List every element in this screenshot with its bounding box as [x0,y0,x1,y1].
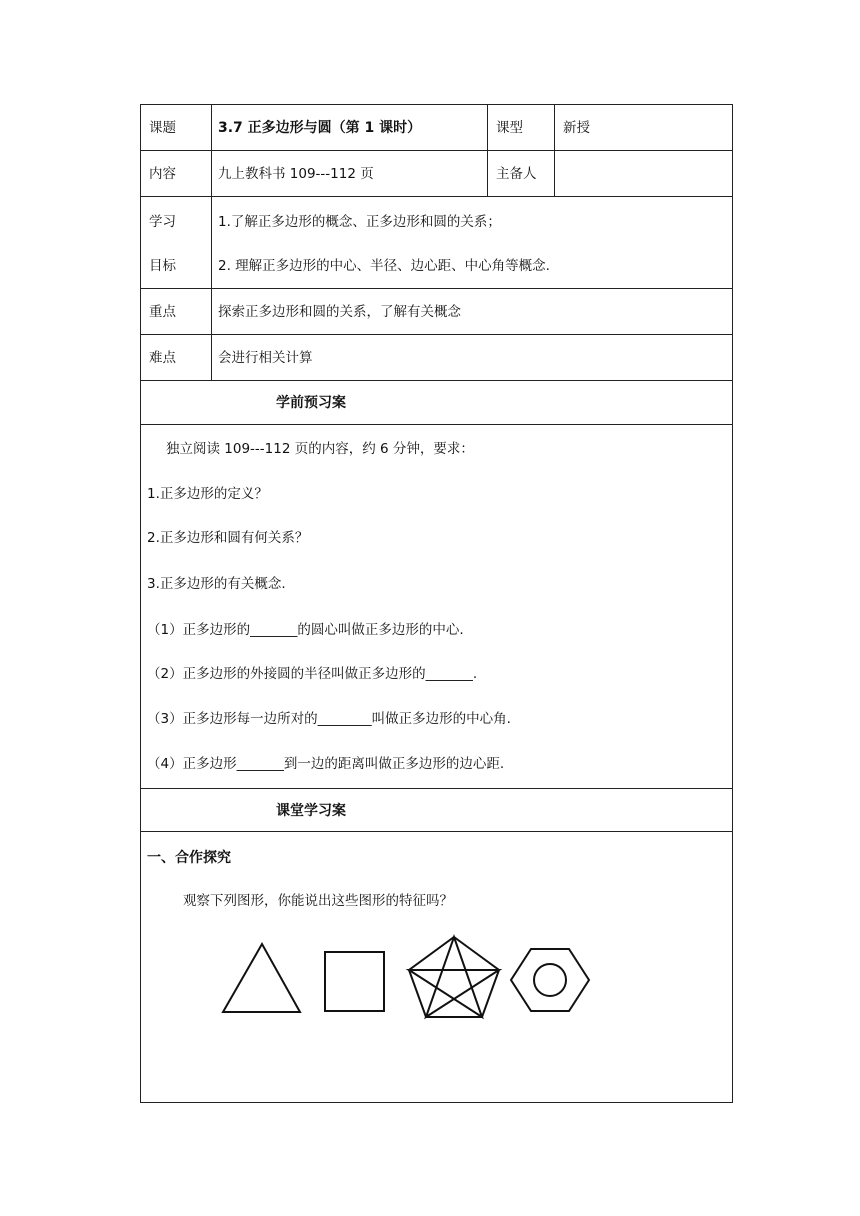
classroom-heading: 课堂学习案 [276,803,346,819]
section-cooperative-inquiry: 一、合作探究 [147,850,231,866]
label-cell [141,105,212,150]
preview-question-3-1: （1）正多边形的_______的圆心叫做正多边形的中心. [147,622,464,638]
preview-question-3-4: （4）正多边形_______到一边的距离叫做正多边形的边心距. [147,756,505,772]
preview-question-2: 2.正多边形和圆有何关系？ [147,530,309,546]
content-value: 九上教科书 109---112 页 [218,166,374,182]
value-cell [212,289,733,334]
polygon-figures [211,937,631,1037]
preview-question-3-3: （3）正多边形每一边所对的________叫做正多边形的中心角. [147,711,511,727]
value-cell [555,105,733,150]
label-content: 内容 [149,166,176,182]
preview-intro: 独立阅读 109---112 页的内容，约 6 分钟，要求： [166,441,474,457]
label-preparer: 主备人 [496,166,537,182]
objective-1: 1.了解正多边形的概念、正多边形和圆的关系； [218,214,501,230]
row-classroom-body [141,832,732,1102]
value-cell [212,151,488,196]
row-difficulty [141,335,732,381]
value-cell [212,197,733,288]
objective-2: 2. 理解正多边形的中心、半径、边心距、中心角等概念. [218,258,550,274]
lesson-type: 新授 [563,120,590,136]
label-keypoint: 重点 [149,304,176,320]
preview-heading: 学前预习案 [276,395,346,411]
label-objectives-2: 目标 [149,258,176,274]
label-cell [141,197,212,288]
lesson-title: 3.7 正多边形与圆（第 1 课时） [218,120,422,136]
hexagon-circle-shape [511,949,589,1011]
label-cell [488,105,555,150]
difficulty-value: 会进行相关计算 [218,350,313,366]
observe-prompt: 观察下列图形，你能说出这些图形的特征吗？ [183,893,453,909]
lesson-plan-table [140,104,733,1103]
label-difficulty: 难点 [149,350,176,366]
value-cell [212,105,488,150]
label-type: 课型 [496,120,523,136]
triangle-shape [223,944,300,1012]
keypoint-value: 探索正多边形和圆的关系，了解有关概念 [218,304,461,320]
label-cell [141,151,212,196]
row-content [141,151,732,197]
preview-question-3-2: （2）正多边形的外接圆的半径叫做正多边形的_______. [147,666,478,682]
row-preview-body [141,425,732,789]
label-objectives-1: 学习 [149,214,176,230]
row-topic [141,105,732,151]
row-keypoint [141,289,732,335]
row-classroom-heading [141,789,732,832]
label-cell [488,151,555,196]
row-preview-heading [141,381,732,425]
square-shape [325,952,384,1011]
preview-question-1: 1.正多边形的定义？ [147,486,268,502]
pentagon-star-shape [409,937,499,1017]
label-cell [141,335,212,380]
value-cell [555,151,733,196]
preview-question-3: 3.正多边形的有关概念. [147,576,286,592]
label-cell [141,289,212,334]
label-topic: 课题 [149,120,176,136]
value-cell [212,335,733,380]
row-objectives [141,197,732,289]
